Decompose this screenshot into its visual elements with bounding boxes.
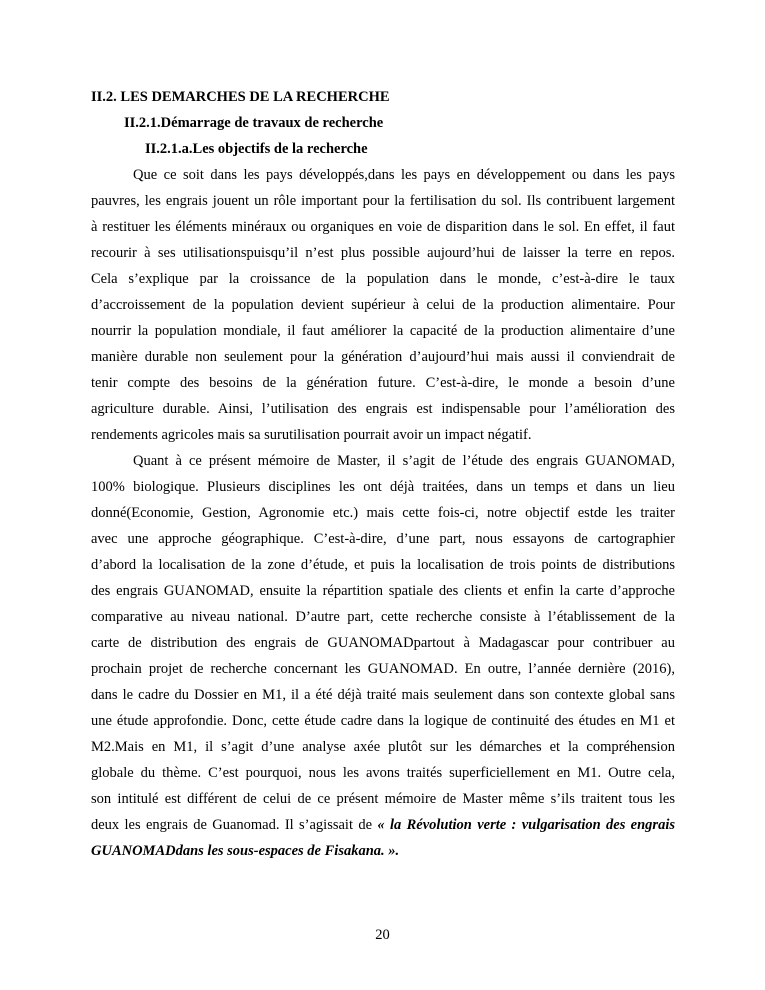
page-number: 20 <box>375 927 390 943</box>
text-line: carte de distribution des engrais de GUANOMADpartout à Madagascar pour contribuer au <box>91 635 675 651</box>
text-line <box>91 817 675 834</box>
text-line: rendements agricoles mais sa surutilisation pourrait avoir un impact négatif. <box>91 427 532 443</box>
text-line: tenir compte des besoins de la génération future. C’est-à-dire, le monde a besoin d’une <box>91 375 675 391</box>
text-line: son intitulé est différent de celui de ce présent mémoire de Master même s’ils traitent tous les <box>91 791 675 807</box>
subsection-heading: II.2.1.Démarrage de travaux de recherche <box>124 115 384 131</box>
text-line: M2.Mais en M1, il s’agit d’une analyse axée plutôt sur les démarches et la compréhension <box>91 739 675 755</box>
text-line: une étude approfondie. Donc, cette étude cadre dans la logique de continuité des études en M1 et <box>91 713 675 729</box>
text-line: à restituer les éléments minéraux ou organiques en voie de disparition dans le sol. En effet, il faut <box>91 219 675 235</box>
text-line: prochain projet de recherche concernant les GUANOMAD. En outre, l’année dernière (2016), <box>91 661 675 677</box>
text-fragment: deux les engrais de Guanomad. Il s’agissait de <box>91 817 378 833</box>
text-line: des engrais GUANOMAD, ensuite la répartition spatiale des clients et enfin la carte d’approche <box>91 583 675 599</box>
text-line <box>91 843 675 860</box>
text-line: donné(Economie, Gestion, Agronomie etc.) mais cette fois-ci, notre objectif estde les traiter <box>91 505 675 521</box>
text-line: pauvres, les engrais jouent un rôle important pour la fertilisation du sol. Ils contribuent largement <box>91 193 675 209</box>
text-line: comparative au niveau national. D’autre part, cette recherche consiste à l’établissement de la <box>91 609 675 625</box>
text-line: recourir à ses utilisationspuisqu’il n’est plus possible aujourd’hui de laisser la terre en repos. <box>91 245 675 261</box>
text-line: globale du thème. C’est pourquoi, nous les avons traités superficiellement en M1. Outre cela, <box>91 765 675 781</box>
text-line: 100% biologique. Plusieurs disciplines les ont déjà traitées, dans un temps et dans un lieu <box>91 479 675 495</box>
subsubsection-heading: II.2.1.a.Les objectifs de la recherche <box>145 141 368 157</box>
text-line: Que ce soit dans les pays développés,dans les pays en développement ou dans les pays <box>133 167 675 183</box>
text-line: agriculture durable. Ainsi, l’utilisation des engrais est indispensable pour l’amélioration des <box>91 401 675 417</box>
text-line: dans le cadre du Dossier en M1, il a été déjà traité mais seulement dans son contexte global sans <box>91 687 675 703</box>
quoted-title-part1: « la Révolution verte : vulgarisation des engrais <box>377 817 675 833</box>
text-line: d’abord la localisation de la zone d’étude, et puis la localisation de trois points de distributions <box>91 557 675 573</box>
text-line: nourrir la population mondiale, il faut améliorer la capacité de la production alimentaire d’une <box>91 323 675 339</box>
text-line: manière durable non seulement pour la génération d’aujourd’hui mais aussi il conviendrait de <box>91 349 675 365</box>
text-line: d’accroissement de la population devient supérieur à celui de la production alimentaire. Pour <box>91 297 675 313</box>
section-heading: II.2. LES DEMARCHES DE LA RECHERCHE <box>91 89 390 105</box>
text-line: Cela s’explique par la croissance de la population dans le monde, c’est-à-dire le taux <box>91 271 675 287</box>
text-line: Quant à ce présent mémoire de Master, il s’agit de l’étude des engrais GUANOMAD, <box>133 453 675 469</box>
quoted-title-part2: GUANOMADdans les sous-espaces de Fisakana. ». <box>91 843 400 859</box>
text-line: avec une approche géographique. C’est-à-dire, d’une part, nous essayons de cartographier <box>91 531 675 547</box>
